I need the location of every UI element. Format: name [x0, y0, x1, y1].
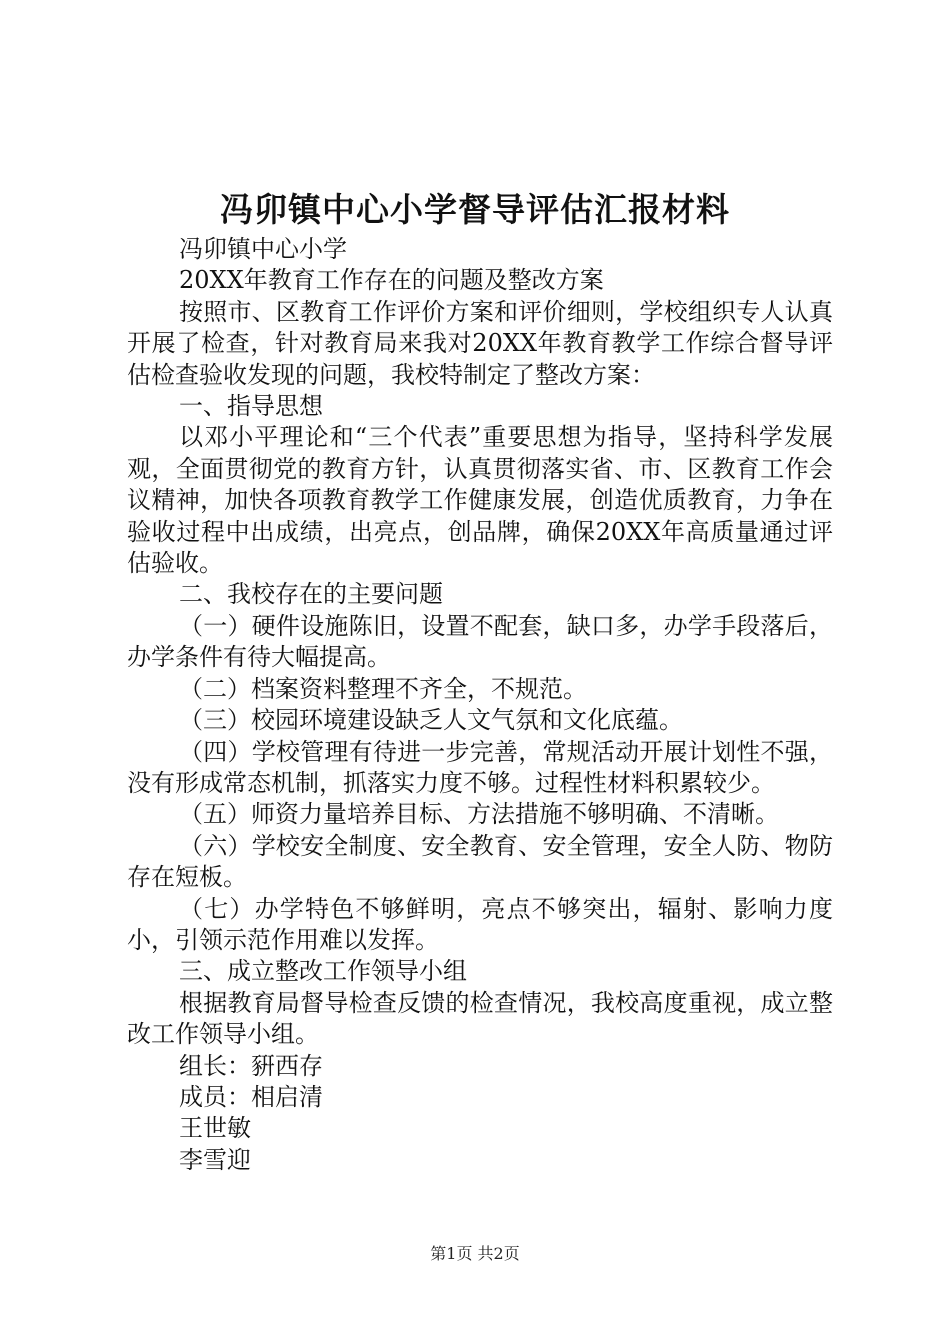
group-leader-line: 组长：豣西存 — [179, 1051, 323, 1080]
section-heading-main-problems: 二、我校存在的主要问题 — [179, 580, 443, 609]
guiding-thought-paragraph: 以邓小平理论和“三个代表”重要思想为指导，坚持科学发展观，全面贯彻党的教育方针，认真贯彻落实省、市、区教育工作会议精神，加快各项教育教学工作健康发展，创造优质教育，力争在验收过程中出成绩，出亮点，创品牌，确保20XX年高质量通过评估验收。 — [127, 423, 833, 578]
section-heading-leadership-group: 三、成立整改工作领导小组 — [179, 957, 467, 986]
problem-item-5: （五）师资力量培养目标、方法措施不够明确、不清晰。 — [179, 800, 779, 829]
problem-item-4: （四）学校管理有待进一步完善，常规活动开展计划性不强，没有形成常态机制，抓落实力度不够。过程性材料积累较少。 — [127, 737, 833, 797]
subtitle-line: 20XX年教育工作存在的问题及整改方案 — [179, 266, 604, 295]
section-heading-guiding-thought: 一、指导思想 — [179, 392, 323, 421]
problem-item-7: （七）办学特色不够鲜明，亮点不够突出，辐射、影响力度小，引领示范作用难以发挥。 — [127, 894, 833, 954]
problem-item-3: （三）校园环境建设缺乏人文气氛和文化底蕴。 — [179, 706, 683, 735]
document-title: 冯卯镇中心小学督导评估汇报材料 — [220, 190, 730, 229]
intro-paragraph: 按照市、区教育工作评价方案和评价细则，学校组织专人认真开展了检查，针对教育局来我对20XX年教育教学工作综合督导评估检查验收发现的问题，我校特制定了整改方案： — [127, 297, 833, 389]
leadership-group-paragraph: 根据教育局督导检查反馈的检查情况，我校高度重视，成立整改工作领导小组。 — [127, 988, 833, 1049]
problem-item-1: （一）硬件设施陈旧，设置不配套，缺口多，办学手段落后，办学条件有待大幅提高。 — [127, 611, 833, 672]
document-body — [127, 234, 833, 1176]
problem-item-6: （六）学校安全制度、安全教育、安全管理，安全人防、物防存在短板。 — [127, 831, 833, 892]
school-name-line: 冯卯镇中心小学 — [179, 235, 347, 263]
page-number-footer: 第1页 共2页 — [430, 1244, 520, 1263]
problem-item-2: （二）档案资料整理不齐全，不规范。 — [179, 674, 587, 703]
group-member-line: 王世敏 — [179, 1114, 251, 1143]
group-member-line: 成员：相启清 — [179, 1082, 323, 1111]
group-member-line: 李雪迎 — [179, 1145, 251, 1174]
